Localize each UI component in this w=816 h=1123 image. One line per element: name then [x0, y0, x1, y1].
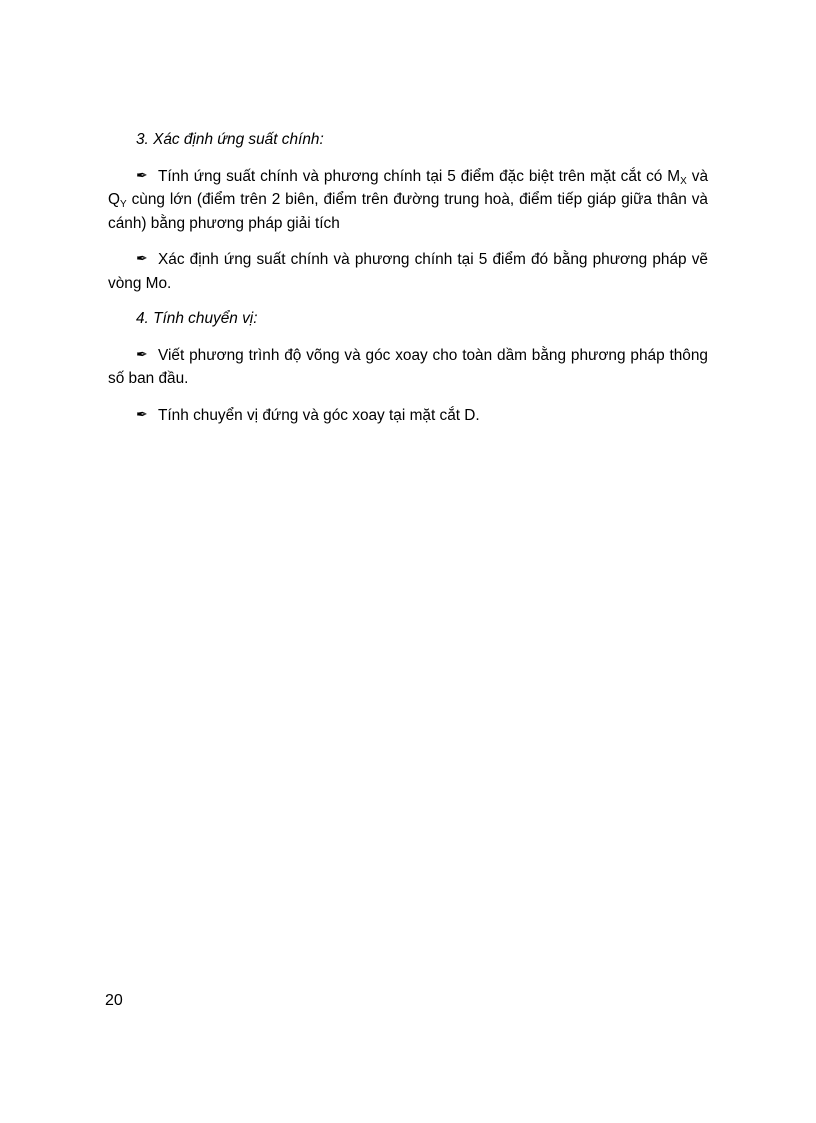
bullet-item — [108, 403, 708, 428]
bullet-text: Tính chuyển vị đứng và góc xoay tại mặt cắt D. — [158, 406, 480, 424]
bullet-text: Tính ứng suất chính và phương chính tại 5 điểm đặc biệt trên mặt cắt có M — [158, 167, 681, 185]
bullet-text: và Q — [108, 167, 709, 208]
writing-hand-icon: ✒ — [136, 250, 148, 266]
page-content — [108, 128, 708, 439]
bullet-item — [108, 343, 708, 391]
section-heading-4: 4. Tính chuyển vị: — [136, 310, 258, 327]
writing-hand-icon: ✒ — [136, 345, 148, 362]
subscript-x: X — [680, 175, 687, 187]
bullet-text: cùng lớn (điểm trên 2 biên, điểm trên đường trung hoà, điểm tiếp giáp giữa thân và cánh) bằng phương pháp giải tích — [108, 191, 708, 232]
section-heading-3: 3. Xác định ứng suất chính: — [136, 131, 324, 148]
subscript-y: Y — [119, 199, 127, 210]
page-number: 20 — [105, 992, 123, 1009]
bullet-item — [108, 164, 708, 236]
writing-hand-icon: ✒ — [136, 166, 148, 183]
bullet-text: Xác định ứng suất chính và phương chính tại 5 điểm đó bằng phương pháp vẽ vòng Mo. — [108, 251, 708, 292]
bullet-text: Viết phương trình độ võng và góc xoay cho toàn dầm bằng phương pháp thông số ban đầu. — [108, 346, 708, 387]
writing-hand-icon: ✒ — [136, 405, 148, 422]
bullet-item — [108, 247, 708, 295]
